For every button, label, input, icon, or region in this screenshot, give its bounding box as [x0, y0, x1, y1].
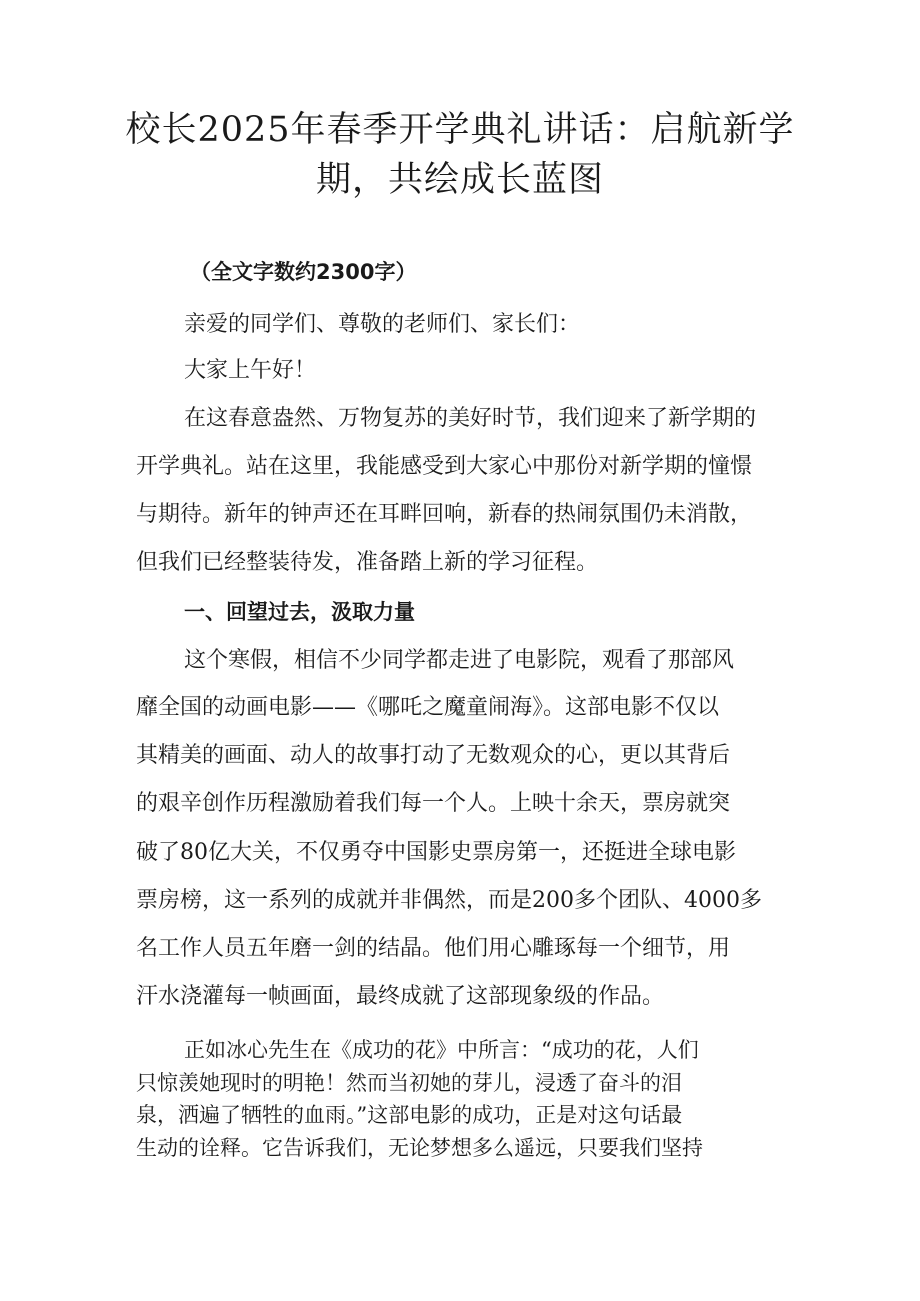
intro-line: 开学典礼。站在这里，我能感受到大家心中那份对新学期的憧憬: [136, 454, 753, 479]
salutation: 大家上午好！: [184, 358, 317, 383]
section-line: 的艰辛创作历程激励着我们每一个人。上映十余天，票房就突: [136, 791, 731, 816]
section-line: 汗水浇灌每一帧画面，最终成就了这部现象级的作品。: [136, 984, 665, 1009]
section-line: 名工作人员五年磨一剑的结晶。他们用心雕琢每一个细节，用: [136, 936, 731, 961]
section-line: 这个寒假，相信不少同学都走进了电影院，观看了那部风: [184, 648, 735, 673]
section-heading: 一、回望过去，汲取力量: [184, 600, 415, 624]
quote-line: 正如冰心先生在《成功的花》中所言：“成功的花，人们: [184, 1038, 699, 1062]
section-line: 靡全国的动画电影——《哪吒之魔童闹海》。这部电影不仅以: [136, 695, 720, 720]
section-line: 票房榜，这一系列的成就并非偶然，而是200多个团队、4000多: [136, 888, 762, 913]
section-line: 其精美的画面、动人的故事打动了无数观众的心，更以其背后: [136, 743, 731, 768]
quote-line: 生动的诠释。它告诉我们，无论梦想多么遥远，只要我们坚持: [136, 1136, 703, 1160]
quote-line: 泉，洒遍了牺牲的血雨。”这部电影的成功，正是对这句话最: [136, 1103, 683, 1127]
greeting: 亲爱的同学们、尊敬的老师们、家长们：: [184, 312, 581, 337]
word-count-note: （全文字数约2300字）: [190, 260, 417, 284]
document-title-line-2: 期，共绘成长蓝图: [315, 160, 604, 200]
intro-line: 但我们已经整装待发，准备踏上新的学习征程。: [136, 550, 599, 575]
section-line: 破了80亿大关，不仅勇夺中国影史票房第一，还挺进全球电影: [136, 840, 736, 865]
document-title-line-1: 校长2025年春季开学典礼讲话：启航新学: [125, 110, 795, 150]
intro-line: 在这春意盎然、万物复苏的美好时节，我们迎来了新学期的: [184, 406, 757, 431]
quote-line: 只惊羡她现时的明艳！然而当初她的芽儿，浸透了奋斗的泪: [136, 1071, 682, 1095]
intro-line: 与期待。新年的钟声还在耳畔回响，新春的热闹氛围仍未消散，: [136, 502, 753, 527]
